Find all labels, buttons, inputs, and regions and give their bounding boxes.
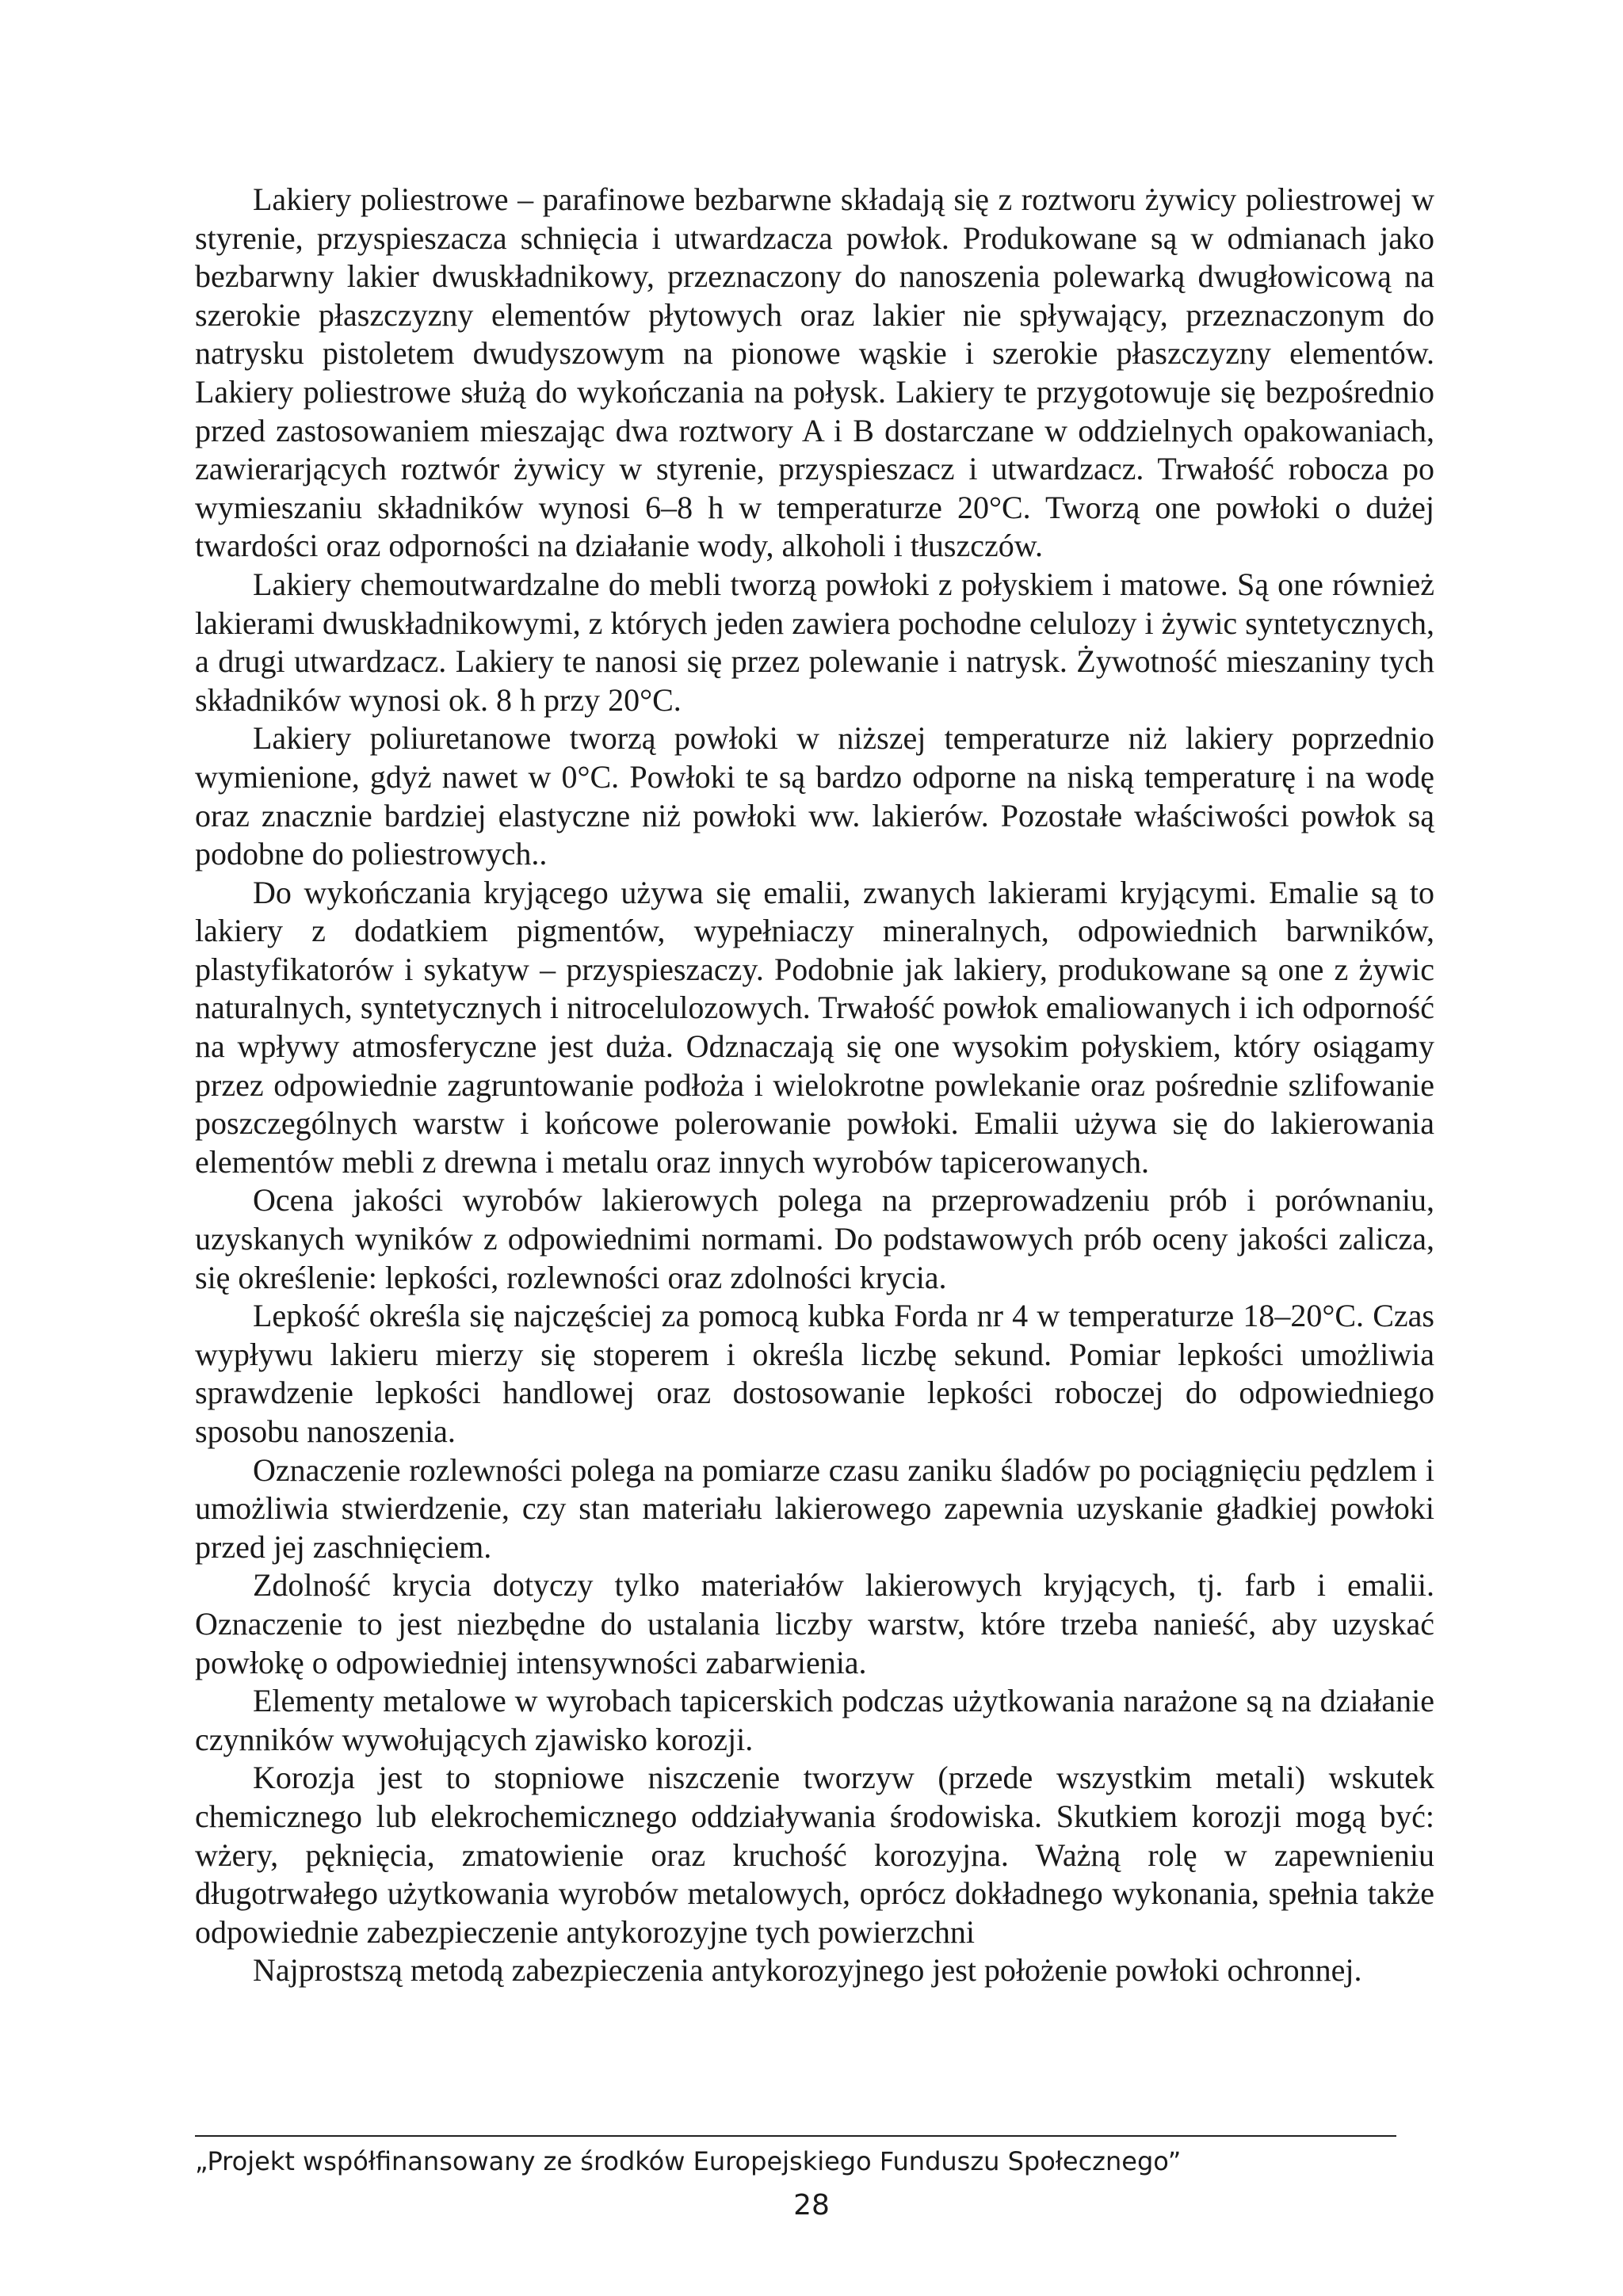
footer-funding-note: „Projekt współfinansowany ze środków Europejskiego Funduszu Społecznego” [195,2146,1182,2176]
paragraph-corrosion: Korozja jest to stopniowe niszczenie tworzyw (przede wszystkim metali) wskutek chemicznego lub elekrochemicznego oddziaływania środowiska. Skutkiem korozji mogą być: wżery, pęknięcia, zmatowienie oraz kruchość korozyjna. Ważną rolę w zapewnieniu długotrwałego użytkowania wyrobów metalowych, oprócz dokładnego wykonania, spełnia także odpowiednie zabezpieczenie antykorozyjne tych powierzchni [195,1760,1434,1950]
paragraph-metal-elements: Elementy metalowe w wyrobach tapicerskich podczas użytkowania narażone są na działanie czynników wywołujących zjawisko korozji. [195,1683,1434,1757]
paragraph-enamels: Do wykończania kryjącego używa się emalii, zwanych lakierami kryjącymi. Emalie są to lakiery z dodatkiem pigmentów, wypełniaczy mineralnych, odpowiednich barwników, plastyfikatorów i sykatyw – przyspieszaczy. Podobnie jak lakiery, produkowane są one z żywic naturalnych, syntetycznych i nitrocelulozowych. Trwałość powłok emaliowanych i ich odporność na wpływy atmosferyczne jest duża. Odznaczają się one wysokim połyskiem, który osiągamy przez odpowiednie zagruntowanie podłoża i wielokrotne powlekanie oraz pośrednie szlifowanie poszczególnych warstw i końcowe polerowanie powłoki. Emalii używa się do lakierowania elementów mebli z drewna i metalu oraz innych wyrobów tapicerowanych. [195,874,1434,1180]
paragraph-hiding-power: Zdolność krycia dotyczy tylko materiałów lakierowych kryjących, tj. farb i emalii. Oznaczenie to jest niezbędne do ustalania liczby warstw, które trzeba nanieść, aby uzyskać powłokę o odpowiedniej intensywności zabarwienia. [195,1567,1434,1680]
paragraph-chemically-cured-lacquers: Lakiery chemoutwardzalne do mebli tworzą powłoki z połyskiem i matowe. Są one również lakierami dwuskładnikowymi, z których jeden zawiera pochodne celulozy i żywic syntetycznych, a drugi utwardzacz. Lakiery te nanosi się przez polewanie i natrysk. Żywotność mieszaniny tych składników wynosi ok. 8 h przy 20°C. [195,566,1434,718]
paragraph-quality-assessment: Ocena jakości wyrobów lakierowych polega na przeprowadzeniu prób i porównaniu, uzyskanych wyników z odpowiednimi normami. Do podstawowych prób oceny jakości zalicza, się określenie: lepkości, rozlewności oraz zdolności krycia. [195,1182,1434,1295]
paragraph-flow: Oznaczenie rozlewności polega na pomiarze czasu zaniku śladów po pociągnięciu pędzlem i umożliwia stwierdzenie, czy stan materiału lakierowego zapewnia uzyskanie gładkiej powłoki przed jej zaschnięciem. [195,1451,1434,1565]
paragraph-viscosity: Lepkość określa się najczęściej za pomocą kubka Forda nr 4 w temperaturze 18–20°C. Czas wypływu lakieru mierzy się stoperem i określa liczbę sekund. Pomiar lepkości umożliwia sprawdzenie lepkości handlowej oraz dostosowanie lepkości roboczej do odpowiedniego sposobu nanoszenia. [195,1298,1434,1449]
paragraph-protective-coating: Najprostszą metodą zabezpieczenia antykorozyjnego jest położenie powłoki ochronnej. [253,1952,1362,1989]
paragraph-polyurethane-lacquers: Lakiery poliuretanowe tworzą powłoki w niższej temperaturze niż lakiery poprzednio wymienione, gdyż nawet w 0°C. Powłoki te są bardzo odporne na niską temperaturę i na wodę oraz znacznie bardziej elastyczne niż powłoki ww. lakierów. Pozostałe właściwości powłok są podobne do poliestrowych.. [195,720,1434,872]
page-number: 28 [793,2189,830,2222]
document-body [195,181,1434,1990]
footer-divider [195,2135,1396,2137]
paragraph-polyester-lacquers: Lakiery poliestrowe – parafinowe bezbarwne składają się z roztworu żywicy poliestrowej w styrenie, przyspieszacza schnięcia i utwardzacza powłok. Produkowane są w odmianach jako bezbarwny lakier dwuskładnikowy, przeznaczony do nanoszenia polewarką dwugłowicową na szerokie płaszczyzny elementów płytowych oraz lakier nie spływający, przeznaczonym do natrysku pistoletem dwudyszowym na pionowe wąskie i szerokie płaszczyzny elementów. Lakiery poliestrowe służą do wykończania na połysk. Lakiery te przygotowuje się bezpośrednio przed zastosowaniem mieszając dwa roztwory A i B dostarczane w oddzielnych opakowaniach, zawierarjących roztwór żywicy w styrenie, przyspieszacz i utwardzacz. Trwałość robocza po wymieszaniu składników wynosi 6–8 h w temperaturze 20°C. Tworzą one powłoki o dużej twardości oraz odporności na działanie wody, alkoholi i tłuszczów. [195,181,1434,564]
